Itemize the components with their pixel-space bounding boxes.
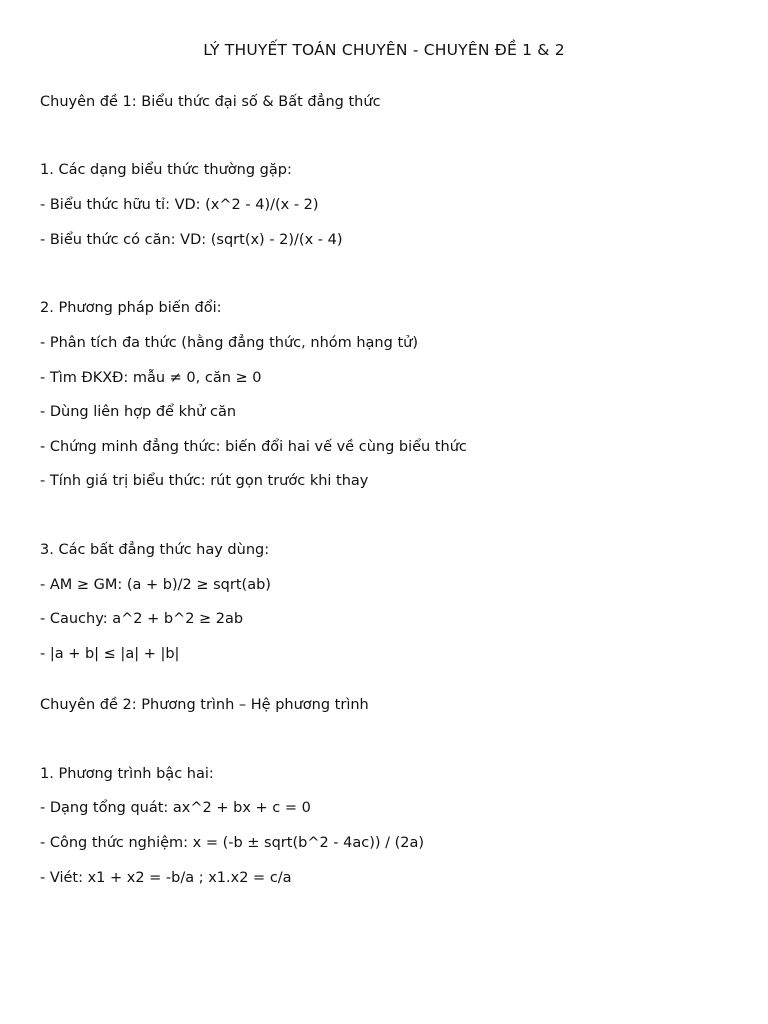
list-item: - Viét: x1 + x2 = -b/a ; x1.x2 = c/a — [40, 870, 292, 886]
list-item: - Chứng minh đẳng thức: biến đổi hai vế về cùng biểu thức — [40, 439, 467, 455]
list-item: - Dạng tổng quát: ax^2 + bx + c = 0 — [40, 800, 311, 816]
document-title: LÝ THUYẾT TOÁN CHUYÊN - CHUYÊN ĐỀ 1 & 2 — [203, 41, 565, 59]
list-item: - Phân tích đa thức (hằng đẳng thức, nhóm hạng tử) — [40, 335, 418, 351]
section-2-part-1-heading: 1. Phương trình bậc hai: — [40, 766, 214, 782]
section-1-part-3-heading: 3. Các bất đẳng thức hay dùng: — [40, 542, 270, 558]
list-item: - Dùng liên hợp để khử căn — [40, 404, 237, 420]
list-item: - Cauchy: a^2 + b^2 ≥ 2ab — [40, 611, 244, 627]
section-2-heading: Chuyên đề 2: Phương trình – Hệ phương trình — [40, 697, 369, 713]
section-1-heading: Chuyên đề 1: Biểu thức đại số & Bất đẳng thức — [40, 94, 381, 110]
list-item: - Tìm ĐKXĐ: mẫu ≠ 0, căn ≥ 0 — [40, 370, 262, 386]
list-item: - Công thức nghiệm: x = (-b ± sqrt(b^2 - 4ac)) / (2a) — [40, 835, 425, 851]
section-1-part-2-heading: 2. Phương pháp biến đổi: — [40, 300, 222, 316]
list-item: - AM ≥ GM: (a + b)/2 ≥ sqrt(ab) — [40, 577, 271, 593]
list-item: - Biểu thức hữu tỉ: VD: (x^2 - 4)/(x - 2) — [40, 197, 319, 213]
list-item: - Tính giá trị biểu thức: rút gọn trước khi thay — [40, 473, 369, 489]
section-1-part-1-heading: 1. Các dạng biểu thức thường gặp: — [40, 162, 292, 178]
list-item: - Biểu thức có căn: VD: (sqrt(x) - 2)/(x - 4) — [40, 232, 343, 248]
list-item: - |a + b| ≤ |a| + |b| — [40, 646, 180, 662]
